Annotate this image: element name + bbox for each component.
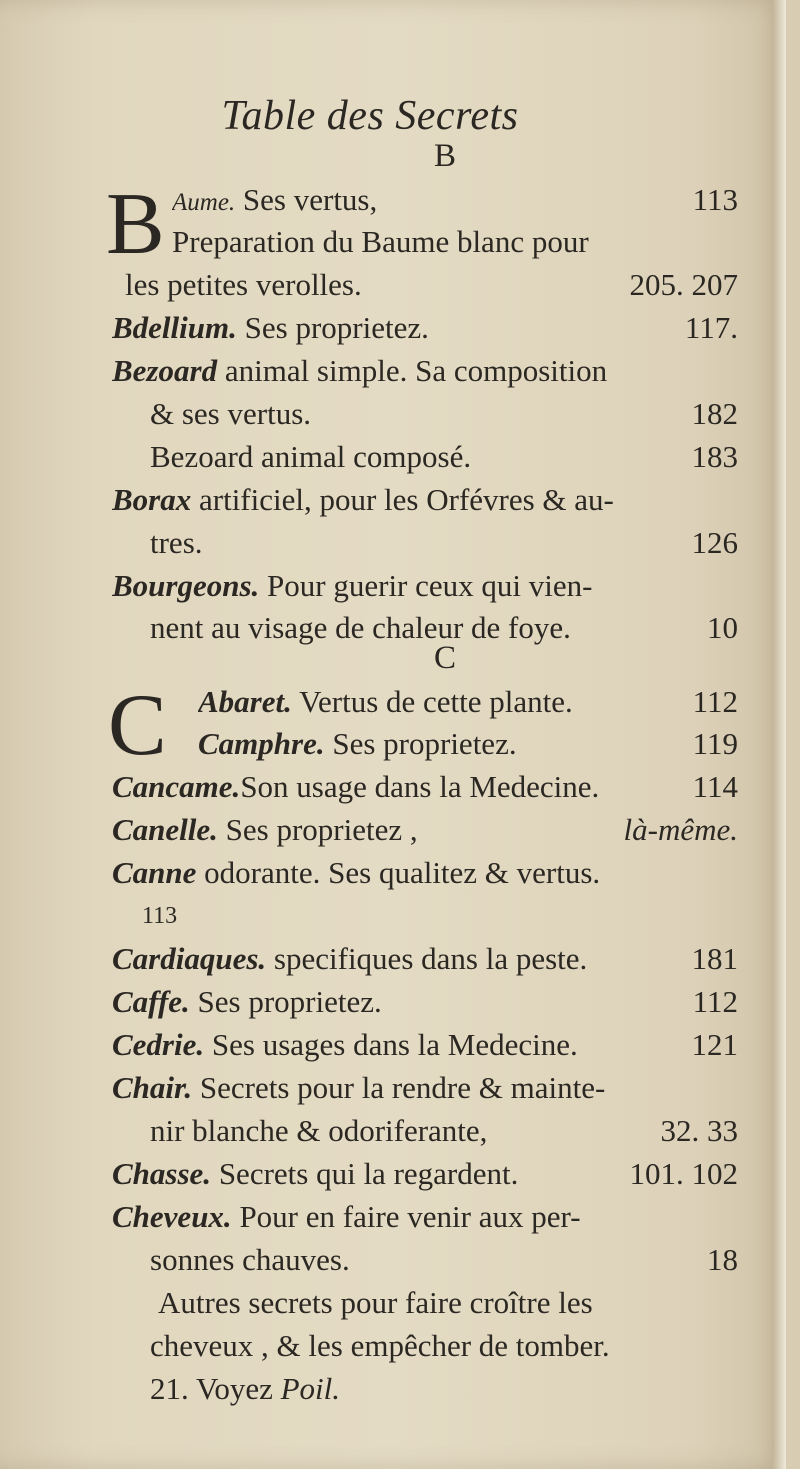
entry-text: odorante. Ses qualitez & vertus.: [196, 855, 601, 890]
entry-line: [112, 765, 738, 809]
page-number: 183: [691, 439, 738, 474]
page-number: 113: [692, 182, 738, 217]
page-number: 18: [707, 1242, 738, 1277]
page-number: 112: [692, 684, 738, 719]
entry-line: [150, 521, 738, 565]
entry-line: [198, 722, 738, 766]
page-number: 205. 207: [629, 267, 738, 302]
entry-text: cheveux , & les empêcher de tomber.: [150, 1328, 610, 1363]
entry-keyword: Abaret.: [198, 684, 292, 719]
entry-keyword: Canne: [112, 855, 197, 890]
entry-line: [112, 1066, 738, 1110]
page-number: 117.: [684, 310, 738, 345]
entry-text: animal simple. Sa composition: [217, 353, 608, 388]
entry-text: Secrets qui la regardent.: [211, 1156, 519, 1191]
entry-keyword: Borax: [112, 482, 192, 517]
entry-line: [112, 937, 738, 981]
entry-line: [112, 306, 738, 350]
entry-keyword: Chasse.: [112, 1156, 212, 1191]
entry-text: Ses vertus,: [235, 182, 378, 217]
entry-line: [158, 1281, 738, 1325]
entry-keyword: Canelle.: [112, 812, 218, 847]
entry-text: Autres secrets pour faire croître les: [158, 1285, 593, 1320]
entry-text: Pour en faire venir aux per-: [231, 1199, 581, 1234]
entry-line: [112, 1152, 738, 1196]
section-letter-c: C: [433, 640, 456, 676]
entry-keyword: Chair.: [112, 1070, 193, 1105]
entry-line: [150, 435, 738, 479]
entry-text: specifiques dans la peste.: [266, 941, 588, 976]
entry-keyword: Cheveux.: [112, 1199, 232, 1234]
entry-keyword: Aume.: [172, 189, 236, 216]
entry-keyword: Cedrie.: [112, 1027, 205, 1062]
entry-line: [112, 478, 738, 522]
entry-text: & ses vertus.: [150, 396, 312, 431]
page-edge: [772, 0, 786, 1469]
entry-text: 21. Voyez: [150, 1371, 273, 1406]
entry-text: les petites verolles.: [125, 267, 362, 302]
entry-text: Ses proprietez.: [189, 984, 382, 1019]
entry-text: Preparation du Baume blanc pour: [172, 224, 589, 259]
entry-line: [150, 392, 738, 436]
entry-line: [112, 1195, 738, 1239]
entry-text: Ses proprietez.: [236, 310, 429, 345]
entry-text: Pour guerir ceux qui vien-: [259, 568, 593, 603]
section-letter-b: B: [433, 138, 456, 174]
entry-line: [150, 1324, 738, 1368]
entry-cross-reference: Poil.: [280, 1371, 341, 1406]
page-number: 181: [691, 941, 738, 976]
entry-text: Ses proprietez ,: [217, 812, 418, 847]
entry-text: Bezoard animal composé.: [150, 439, 472, 474]
entry-line: [142, 894, 738, 938]
entry-keyword: Bezoard: [112, 353, 218, 388]
entry-keyword: Cancame.: [112, 769, 241, 804]
entry-line: [150, 1367, 738, 1411]
page-number: 119: [692, 726, 738, 761]
entry-keyword: Bdellium.: [112, 310, 237, 345]
entry-keyword: Caffe.: [112, 984, 190, 1019]
page-number: 182: [691, 396, 738, 431]
page-number: 112: [692, 984, 738, 1019]
entry-line: [172, 220, 738, 264]
entry-line: [150, 1109, 738, 1153]
entry-text: Secrets pour la rendre & mainte-: [192, 1070, 606, 1105]
entry-text: Ses usages dans la Medecine.: [204, 1027, 578, 1062]
entry-text: Ses proprietez.: [324, 726, 517, 761]
entry-keyword: Bourgeons.: [112, 568, 260, 603]
entry-text: 113: [142, 903, 178, 929]
entry-text: artificiel, pour les Orfévres & au-: [191, 482, 614, 517]
entry-keyword: Camphre.: [198, 726, 325, 761]
entry-line: [112, 564, 738, 608]
entry-line: [112, 349, 738, 393]
entry-line: [112, 851, 738, 895]
page-number: 10: [707, 610, 738, 645]
page-number: 32. 33: [660, 1113, 738, 1148]
entry-text: sonnes chauves.: [150, 1242, 350, 1277]
entry-line: [112, 1023, 738, 1067]
dropcap-b: B: [106, 176, 165, 273]
entry-text: Son usage dans la Medecine.: [240, 769, 600, 804]
page-number: 126: [691, 525, 738, 560]
page-number: 114: [692, 769, 738, 804]
entry-keyword: Cardiaques.: [112, 941, 267, 976]
entry-line: [198, 680, 738, 724]
entry-line: [172, 178, 738, 222]
entry-line: [112, 980, 738, 1024]
running-head: Table des Secrets: [221, 93, 519, 139]
entry-line: [150, 1238, 738, 1282]
page-number: là-même.: [623, 812, 738, 847]
entry-text: nir blanche & odoriferante,: [150, 1113, 488, 1148]
entry-text: tres.: [150, 525, 203, 560]
entry-line: [112, 808, 738, 852]
dropcap-c: C: [108, 677, 167, 774]
entry-text: nent au visage de chaleur de foye.: [150, 610, 571, 645]
page-number: 121: [691, 1027, 738, 1062]
page-number: 101. 102: [629, 1156, 738, 1191]
entry-text: Vertus de cette plante.: [291, 684, 573, 719]
entry-line: [125, 263, 738, 307]
